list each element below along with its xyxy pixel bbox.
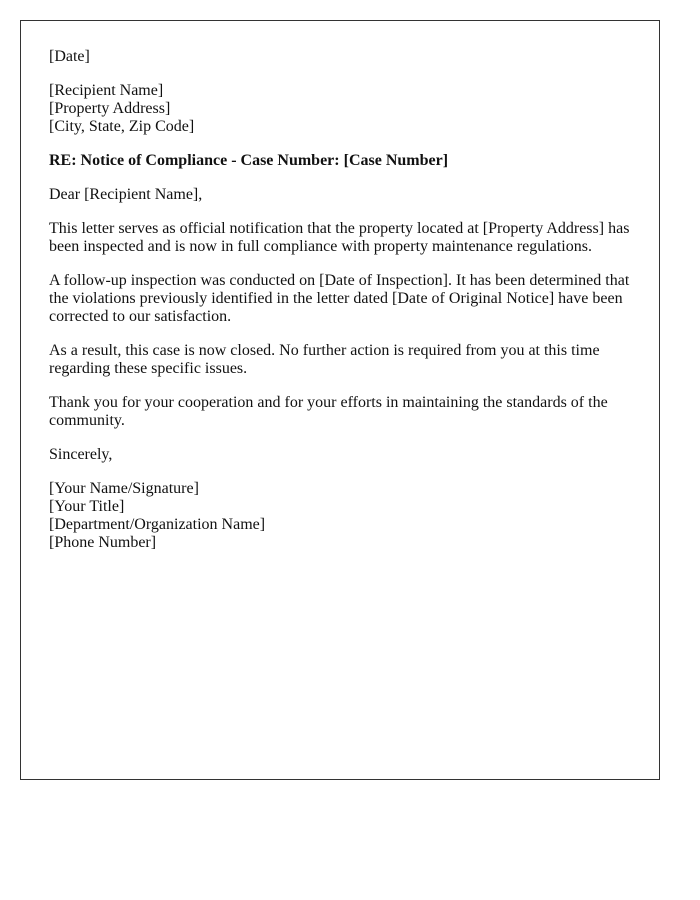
recipient-name: [Recipient Name]	[49, 82, 164, 99]
paragraph-thank-you: Thank you for your cooperation and for your efforts in maintaining the standards of the community.	[49, 394, 608, 429]
signature-department: [Department/Organization Name]	[49, 516, 266, 533]
signature-name: [Your Name/Signature]	[49, 480, 199, 497]
signature-phone: [Phone Number]	[49, 534, 157, 551]
recipient-block	[49, 82, 639, 136]
signature-title: [Your Title]	[49, 498, 125, 515]
letter-body	[49, 48, 639, 568]
letter-page	[20, 20, 660, 780]
paragraph-case-closed: As a result, this case is now closed. No further action is required from you at this time regarding these specific issues.	[49, 342, 600, 377]
recipient-city-state-zip: [City, State, Zip Code]	[49, 118, 195, 135]
paragraph-notification: This letter serves as official notification that the property located at [Property Address] has been inspected and is now in full compliance with property maintenance regulations.	[49, 220, 630, 255]
subject-line: RE: Notice of Compliance - Case Number: [Case Number]	[49, 152, 449, 169]
paragraph-inspection: A follow-up inspection was conducted on [Date of Inspection]. It has been determined that the violations previously identified in the letter dated [Date of Original Notice] have been corrected to our satisfaction.	[49, 272, 630, 325]
closing: Sincerely,	[49, 446, 113, 463]
recipient-address: [Property Address]	[49, 100, 171, 117]
salutation: Dear [Recipient Name],	[49, 186, 203, 203]
signature-block	[49, 480, 639, 552]
letter-date: [Date]	[49, 48, 90, 65]
